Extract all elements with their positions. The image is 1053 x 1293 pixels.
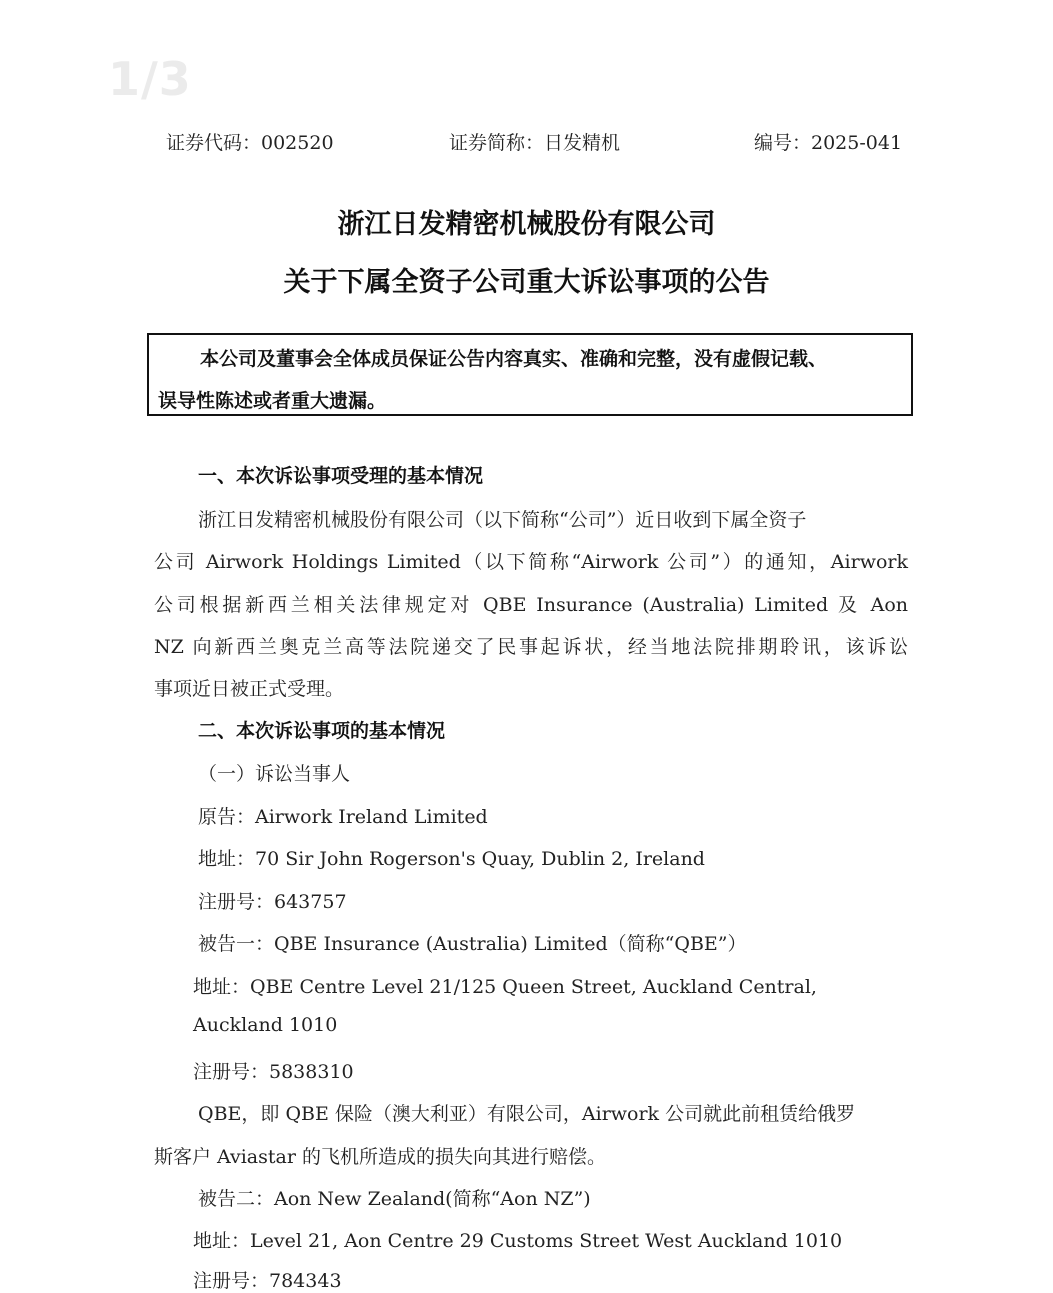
defendant-1-description: QBE，即 QBE 保险（澳大利亚）有限公司，Airwork 公司就此前租赁给俄罗 (198, 1103, 856, 1125)
plaintiff-name: 原告：Airwork Ireland Limited (198, 806, 488, 828)
plaintiff-registration: 注册号：643757 (198, 891, 347, 913)
defendant-2-name: 被告二：Aon New Zealand(简称“Aon NZ”) (198, 1188, 591, 1210)
defendant-2-registration: 注册号：784343 (193, 1270, 342, 1292)
paragraph-line: 公司 Airwork Holdings Limited（以下简称“Airwork 公司”）的通知，Airwork (154, 551, 908, 573)
subsection-litigants: （一）诉讼当事人 (198, 763, 351, 785)
plaintiff-address: 地址：70 Sir John Rogerson's Quay, Dublin 2, Ireland (198, 848, 705, 870)
announcement-number: 编号：2025-041 (754, 132, 903, 154)
stock-code: 证券代码：002520 (166, 132, 334, 154)
paragraph-line: NZ 向新西兰奥克兰高等法院递交了民事起诉状，经当地法院排期聆讯，该诉讼 (154, 636, 908, 658)
section-1-heading: 一、本次诉讼事项受理的基本情况 (198, 465, 484, 487)
paragraph-line: 事项近日被正式受理。 (154, 678, 345, 700)
company-title: 浙江日发精密机械股份有限公司 (337, 209, 716, 240)
page-indicator: 1/3 (108, 52, 192, 106)
announcement-title: 关于下属全资子公司重大诉讼事项的公告 (283, 267, 770, 298)
declaration-line-1: 本公司及董事会全体成员保证公告内容真实、准确和完整，没有虚假记载、 (200, 348, 828, 370)
defendant-1-name: 被告一：QBE Insurance (Australia) Limited（简称“QBE”） (198, 933, 747, 955)
defendant-1-address: 地址：QBE Centre Level 21/125 Queen Street, Auckland Central, (193, 976, 817, 998)
defendant-2-address: 地址：Level 21, Aon Centre 29 Customs Street West Auckland 1010 (193, 1230, 843, 1252)
paragraph-line: 公司根据新西兰相关法律规定对 QBE Insurance (Australia) Limited 及 Aon (154, 594, 908, 616)
paragraph-line: 浙江日发精密机械股份有限公司（以下简称“公司”）近日收到下属全资子 (198, 509, 807, 531)
declaration-line-2: 误导性陈述或者重大遗漏。 (158, 390, 387, 412)
stock-abbreviation: 证券简称：日发精机 (449, 132, 621, 154)
defendant-1-address-cont: Auckland 1010 (193, 1014, 338, 1036)
defendant-1-description-cont: 斯客户 Aviastar 的飞机所造成的损失向其进行赔偿。 (154, 1146, 606, 1168)
defendant-1-registration: 注册号：5838310 (193, 1061, 354, 1083)
section-2-heading: 二、本次诉讼事项的基本情况 (198, 720, 446, 742)
